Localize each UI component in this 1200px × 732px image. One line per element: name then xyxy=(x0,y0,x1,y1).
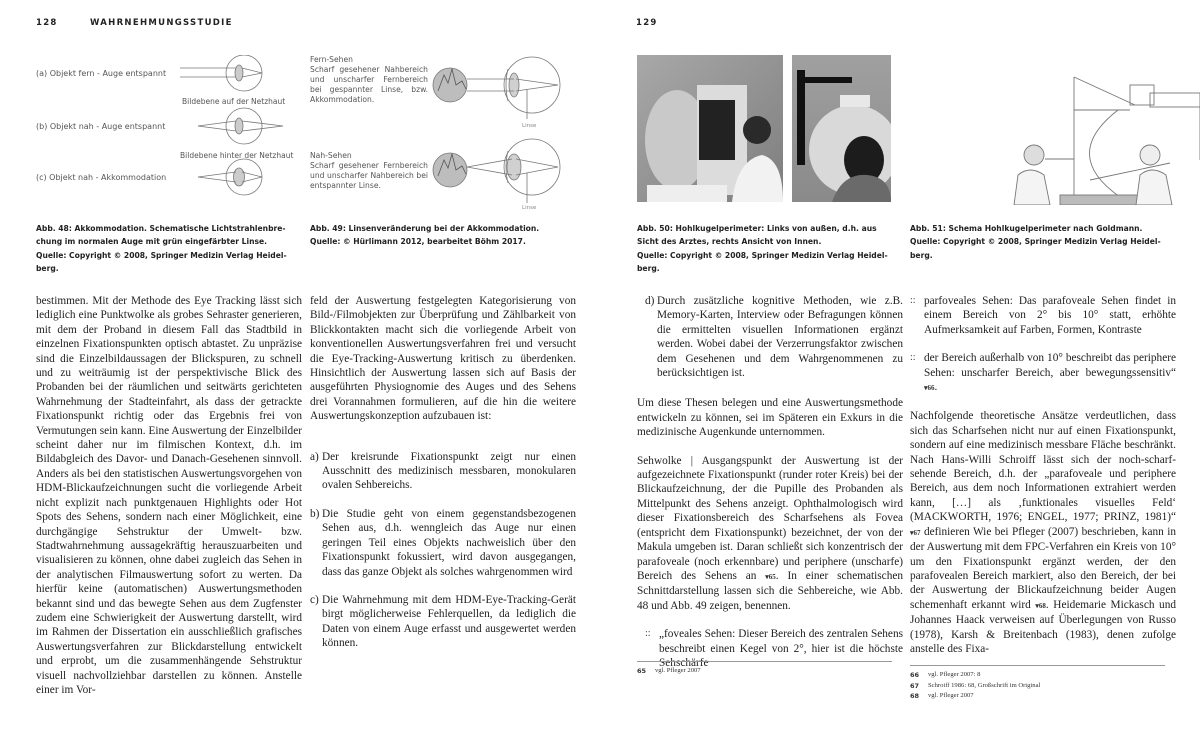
footnote-text: vgl. Pfleger 2007 xyxy=(928,692,974,699)
fig49-lens-label-2: Linse xyxy=(522,205,537,211)
paragraph-text: Nachfolgende theoretische Ansätze verdeutlichen, dass sich das Scharfsehen nicht nur auf einen Fixationspunkt, sondern auf eine medizinisch messbare Fläche beschränkt. Nach Hans-Willi Schroiff lässt sich der noch-scharf-sehende Bereich, d.h. der „parafoveale und periphere Bereich, aus dem noch Informationen extrahiert werden kann, […] als ‚funktionales visuelles Feld‘ (MACKWORTH, 1976; ENGEL, 1977; PRINZ, 1981)“ xyxy=(910,410,1176,524)
footnote-text: vgl. Pfleger 2007: 8 xyxy=(928,671,981,678)
caption-line: Quelle: Copyright © 2008, Springer Medizin Verlag Heidel- xyxy=(637,250,888,260)
fig48-label-a: (a) Objekt fern - Auge entspannt xyxy=(36,69,167,78)
goldmann-perimeter-schema-icon xyxy=(1000,55,1200,205)
eye-diagrams-icon xyxy=(36,55,296,215)
section-lead: Sehwolke | xyxy=(637,454,694,467)
figure-49-lens-diagram xyxy=(310,55,595,210)
body-paragraph: Um diese Thesen belegen und eine Auswertungsmethode entwickeln zu können, sei im Späteren ein Exkurs in die medizinische Augenkunde unternommen. xyxy=(637,397,903,439)
list-text: Der kreisrunde Fixationspunkt zeigt nur einen Ausschnitt des medizinisch messbaren, monokularen ovalen Sehbereichs. xyxy=(322,450,576,492)
footnote-number: 68 xyxy=(910,692,920,700)
caption-line: Abb. 48: Akkommodation. Schematische Lichtstrahlenbre- xyxy=(36,224,286,233)
caption-line: Sicht des Arztes, rechts Ansicht von Innen. xyxy=(637,237,822,247)
perimeter-photo-outside-icon xyxy=(637,55,783,202)
footnote-ref-68[interactable]: ▾68 xyxy=(1035,601,1046,610)
body-column-4 xyxy=(910,294,1176,670)
list-item-c xyxy=(310,593,576,651)
quote-marker: :: xyxy=(645,628,651,640)
page-number-right: 129 xyxy=(636,18,658,28)
fig49-lens-label-1: Linse xyxy=(522,123,537,129)
quote-text: „foveales Sehen: Dieser Bereich des zentralen Sehens beschreibt einen Kegel von 2°, hier ist die höchste Sehschärfe xyxy=(659,628,903,669)
list-item-d xyxy=(637,294,903,380)
fig49-nah-title: Nah-Sehen xyxy=(310,151,352,160)
fig49-fern-title: Fern-Sehen xyxy=(310,55,353,64)
fig49-nah-text: Scharf gesehener Fernbereich und unscharfer Nahbereich bei entspannter Linse. xyxy=(310,161,428,190)
quote-parafoveal xyxy=(910,294,1176,337)
footnote-ref-67[interactable]: ▾67 xyxy=(910,528,921,537)
figure-50-photo-outside xyxy=(637,55,783,202)
footnote-68 xyxy=(910,691,1165,702)
quote-marker: :: xyxy=(910,352,916,364)
fig48-label-c: (c) Objekt nah - Akkommodation xyxy=(36,173,167,182)
body-column-2 xyxy=(310,294,576,665)
caption-line: Quelle: Copyright © 2008, Springer Medizin Verlag Heidel- xyxy=(910,237,1161,247)
paragraph-text: Ausgangspunkt der Auswertung ist der aufgezeichnete Fixationspunkt (runder roter Kreis) bei der Blickaufzeichnung, der die Pupille des Probanden als Mittelpunkt des Sehens anzeigt. Ophthalmologisch wird dieser Fixationsbereich des Scharfsehens als Fovea (entspricht dem Fixationspunkt) bezeichnet, der von der Makula umgeben ist. Daran schließt sich konzentrisch der parafoveale (noch erkennbare) und periphere (unscharfe) Bereich des Sehens an xyxy=(637,454,903,582)
footnote-number: 67 xyxy=(910,681,920,690)
figure-48-caption xyxy=(36,222,296,276)
quote-text: parfoveales Sehen: Das parafoveale Sehen findet in einem Bereich von 2° bis 10° statt, erhöhte Aufmerksamkeit auf Farben, Formen, Kontraste xyxy=(924,295,1176,336)
quote-peripheral xyxy=(910,351,1176,395)
caption-line: chung im normalen Auge mit grün eingefärbter Linse. xyxy=(36,237,268,247)
body-column-3 xyxy=(637,294,903,684)
footnotes-column-3 xyxy=(637,661,892,677)
fig48-sublabel-2: Bildebene hinter der Netzhaut xyxy=(180,151,294,160)
footnote-text: Schroiff 1986: 68, Großschrift im Original xyxy=(928,681,1041,689)
sehwolke-paragraph xyxy=(637,454,903,613)
list-item-a xyxy=(310,450,576,493)
footnotes-column-4 xyxy=(910,665,1165,702)
body-column-1 xyxy=(36,294,302,711)
theory-paragraph xyxy=(910,409,1176,656)
list-marker: b) xyxy=(310,507,320,520)
caption-line: Quelle: Copyright © 2008, Springer Medizin Verlag Heidel- xyxy=(36,250,287,260)
caption-line: berg. xyxy=(910,250,933,260)
caption-line: Quelle: © Hürlimann 2012, bearbeitet Böhm 2017. xyxy=(310,237,526,247)
page-number-left: 128 xyxy=(36,18,58,28)
paragraph-text: definieren Wie bei Pfleger (2007) beschrieben, kann in der Auswertung mit dem FPC-Verfahren ein Kreis von 10° um den Fixationspunkt ergänzt werden, der den parafovealen Bereich markiert, also den Bereich, der bei der Auswertung der Blickaufzeichnung beider Augen schemenhaft erkannt wird xyxy=(910,525,1176,611)
figure-51-goldmann-schema xyxy=(1000,55,1200,205)
fig49-nah-block xyxy=(310,151,428,191)
body-paragraph: bestimmen. Mit der Methode des Eye Tracking lässt sich lediglich eine Punktwolke als grobes Sehraster generieren, mit dem der Proband in diesem Fall das Stadtbild in einzelnen Fixationspunkten optisch abtastet. Zu unpräzise sind die Einzelbildaussagen der Blickspuren, zu schnell und zu weiträumig ist der perspektivische Blick des Probanden bei der räumlichen und seitwärts gerichteten Wahrnehmung der Stadteinfahrt, als dass der getrackte Fixationspunkt richtig oder das Ergebnis frei von Vermutungen sein kann. Eine Auswertung der Einzelbilder scheint daher nur im filmischen Kontext, d.h. im Bildabgleich des Davor- und Danach-Gesehenen sinnvoll. Anders als bei den statistischen Auswertungsvorgehen von HDM-Blickaufzeichnungen sucht die vorliegende Arbeit nicht explizit nach punktgenauen Highlights oder Hot Spots des Sehens, sondern nach einer Möglichkeit, eine durchgängige Sehstruktur der Umwelt- bzw. Stadtwahrnehmung aussagekräftig herauszuarbeiten und visualisieren zu können, ohne dabei zugleich das Sehen in der analytischen Filmauswertung sofort zu werten. Da hierfür keine (automatischen) Auswertungsmethoden bekannt sind und das bewegte Sehen aus dem Zugfenster zudem eine Schwierigkeit der Auswertung darstellt, wird im Rahmen der Dissertation ein ausschließlich grafisches Auswertungsverfahren zur Blickdarstellung entwickelt und erprobt, um die zusammenhängende Sehstruktur visuell nachvollziehbar darstellen zu können. Anstelle einer im Vor- xyxy=(36,295,302,696)
quote-tail: . xyxy=(934,381,938,394)
footnote-67 xyxy=(910,681,1165,692)
list-marker: a) xyxy=(310,450,319,463)
caption-line: Abb. 51: Schema Hohlkugelperimeter nach Goldmann. xyxy=(910,224,1143,233)
figure-51-caption xyxy=(910,222,1170,262)
figure-48-accommodation-diagram xyxy=(36,55,296,215)
fig49-fern-block xyxy=(310,55,428,105)
figure-50-photo-inside xyxy=(792,55,891,202)
footnote-ref-66[interactable]: ▾66 xyxy=(924,384,935,393)
fig48-label-b: (b) Objekt nah - Auge entspannt xyxy=(36,122,166,131)
caption-line: berg. xyxy=(36,264,59,274)
footnote-number: 65 xyxy=(637,667,647,675)
list-text: Durch zusätzliche kognitive Methoden, wie z.B. Memory-Karten, Interview oder Befragungen können die ermittelten visuellen Informationen ergänzt werden. Wobei dabei der Verzerrungsfaktor zwischen dem Gesehenen und dem Wahrgenommenen zu berücksichtigen ist. xyxy=(657,295,903,380)
body-paragraph: feld der Auswertung festgelegten Kategorisierung von Bild-/Filmobjekten zur Überprüfung und Zählbarkeit von Blickkontakten macht sich die vorliegende Arbeit von konventionellen Auswertungsverfahren frei und versucht die Eye-Tracking-Auswertung kritisch zu überdenken. Hinsichtlich der Auswertung lassen sich auf Basis der ausgeführten Physiognomie des Auges und des Sehens drei Vorannahmen formulieren, auf die hin die weitere Auswertungskonzeption aufzubauen ist: xyxy=(310,295,576,423)
quote-text: der Bereich außerhalb von 10° beschreibt das periphere Sehen: unscharfer Bereich, aber bewegungssensitiv“ xyxy=(924,352,1176,379)
caption-line: Abb. 49: Linsenveränderung bei der Akkommodation. xyxy=(310,224,540,233)
caption-line: Abb. 50: Hohlkugelperimeter: Links von außen, d.h. aus xyxy=(637,224,877,233)
footnote-ref-65[interactable]: ▾65 xyxy=(765,572,776,581)
footnote-text: vgl. Pfleger 2007 xyxy=(655,667,701,674)
quote-marker: :: xyxy=(910,295,916,306)
list-marker: d) xyxy=(645,295,655,307)
right-page xyxy=(600,0,1200,732)
footnote-number: 66 xyxy=(910,671,920,679)
figure-49-caption xyxy=(310,222,570,249)
paragraph-text: . Heidemarie Mickasch und Johannes Haack verweisen auf Überlegungen von Russo (1978), Karsh & Breitenbach (1983), denen zufolge anstelle des Fixa- xyxy=(910,598,1176,655)
fig49-fern-text: Scharf gesehener Nahbereich und unscharfer Fernbereich bei gespannter Linse, bzw. Akkommodation. xyxy=(310,65,428,104)
list-item-b xyxy=(310,507,576,579)
lens-eye-illustrations-icon xyxy=(430,55,600,210)
running-title: WAHRNEHMUNGSSTUDIE xyxy=(90,18,233,28)
list-text: Die Studie geht von einem gegenstandsbezogenen Sehen aus, d.h. wenngleich das Auge nur einen geringen Teil eines Objekts nachweislich über den Fixationspunkt fokussiert, wird davon ausgegangen, dass das ganze Objekt als solches wahrgenommen wird xyxy=(322,507,576,578)
footnote-66 xyxy=(910,670,1165,681)
footnote-65 xyxy=(637,666,892,677)
list-marker: c) xyxy=(310,593,319,606)
paragraph-text: . In einer schematischen Schnittdarstellung lassen sich die Sehbereiche, wie Abb. 48 und Abb. 49 zeigen, benennen. xyxy=(637,569,904,612)
list-text: Die Wahrnehmung mit dem HDM-Eye-Tracking-Gerät birgt möglicherweise Fehlerquellen, da lediglich die Daten von einem Auge erfasst und ausgewertet werden können. xyxy=(322,593,576,650)
figure-50-caption xyxy=(637,222,897,276)
caption-line: berg. xyxy=(637,264,660,274)
quote-text-wrap xyxy=(924,351,1176,395)
fig48-sublabel-1: Bildebene auf der Netzhaut xyxy=(182,97,286,106)
perimeter-photo-inside-icon xyxy=(792,55,891,202)
